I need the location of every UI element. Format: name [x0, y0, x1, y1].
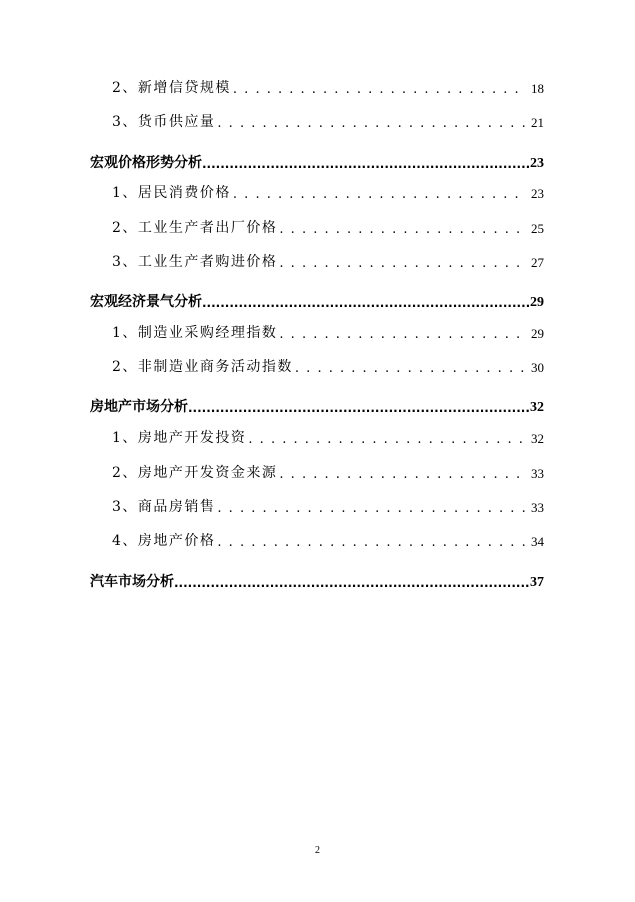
dot-leader [248, 431, 527, 447]
toc-section-label: 房地产市场分析 [90, 399, 188, 415]
toc-entry[interactable] [112, 462, 544, 482]
toc-entry-label: 2、非制造业商务活动指数 [112, 359, 293, 375]
toc-entry-label: 3、商品房销售 [112, 499, 216, 515]
toc-entry-label: 1、制造业采购经理指数 [112, 325, 278, 341]
toc-entry-page: 21 [531, 115, 544, 130]
toc-entry[interactable] [112, 77, 544, 97]
toc-entry-label: 2、房地产开发资金来源 [112, 465, 278, 481]
dot-leader [217, 500, 527, 516]
toc-section-page: 37 [530, 575, 544, 590]
toc-entry[interactable] [112, 111, 544, 131]
toc-entry-label: 1、居民消费价格 [112, 185, 231, 201]
toc-entry[interactable] [112, 217, 544, 237]
toc-entry-page: 23 [531, 186, 544, 201]
toc-entry-label: 2、工业生产者出厂价格 [112, 220, 278, 236]
toc-entry[interactable] [112, 182, 544, 202]
toc-entry-label: 3、工业生产者购进价格 [112, 254, 278, 270]
toc-entry-page: 33 [531, 500, 544, 515]
toc-entry[interactable] [112, 496, 544, 516]
dot-leader [202, 295, 530, 311]
dot-leader [174, 575, 530, 591]
toc-section-heading[interactable] [90, 152, 544, 172]
toc-section-heading[interactable] [90, 396, 544, 416]
toc-entry[interactable] [112, 530, 544, 550]
page-number: 2 [315, 845, 320, 856]
dot-leader [279, 326, 527, 342]
dot-leader [217, 115, 527, 131]
toc-section-page: 23 [530, 156, 544, 171]
dot-leader [202, 156, 530, 172]
dot-leader [279, 221, 527, 237]
toc-entry-page: 27 [531, 255, 544, 270]
toc-entry-label: 3、货币供应量 [112, 114, 216, 130]
toc-entry-page: 32 [531, 431, 544, 446]
toc-section-label: 宏观经济景气分析 [90, 294, 202, 310]
toc-entry-page: 30 [531, 360, 544, 375]
toc-entry[interactable] [112, 356, 544, 376]
toc-section-heading[interactable] [90, 571, 544, 591]
toc-section-label: 汽车市场分析 [90, 574, 174, 590]
toc-entry-label: 2、新增信贷规模 [112, 80, 231, 96]
toc-section-heading[interactable] [90, 291, 544, 311]
toc-entry-label: 1、房地产开发投资 [112, 430, 247, 446]
toc-entry-page: 25 [531, 221, 544, 236]
dot-leader [279, 466, 527, 482]
toc-entry-page: 33 [531, 466, 544, 481]
toc-section-page: 32 [530, 400, 544, 415]
dot-leader [233, 81, 527, 97]
toc-entry-page: 18 [531, 81, 544, 96]
toc-section-label: 宏观价格形势分析 [90, 155, 202, 171]
toc-section-page: 29 [530, 295, 544, 310]
dot-leader [295, 360, 527, 376]
dot-leader [217, 534, 527, 550]
dot-leader [188, 400, 530, 416]
toc-entry[interactable] [112, 427, 544, 447]
dot-leader [233, 186, 527, 202]
toc-entry[interactable] [112, 322, 544, 342]
toc-entry-page: 34 [531, 534, 544, 549]
dot-leader [279, 255, 527, 271]
toc-entry[interactable] [112, 251, 544, 271]
toc-entry-label: 4、房地产价格 [112, 533, 216, 549]
toc-entry-page: 29 [531, 326, 544, 341]
